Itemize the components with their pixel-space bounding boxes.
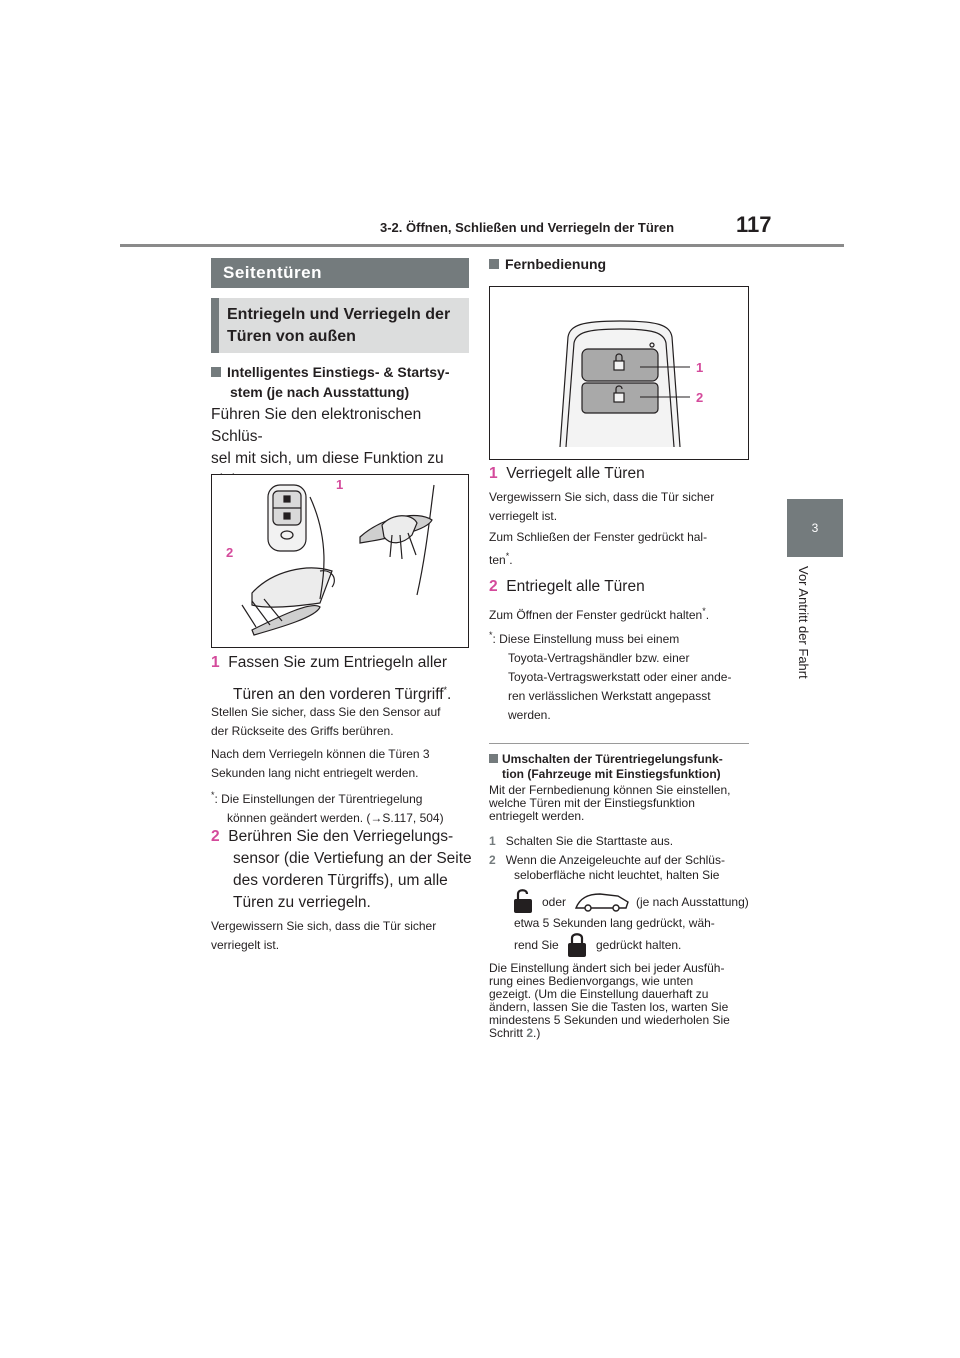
- remote-item-1-notes: Vergewissern Sie sich, dass die Tür sicher verriegelt ist. Zum Schließen der Fenster gedrückt hal- ten*.: [489, 490, 715, 567]
- door-handle-figure: [211, 474, 469, 648]
- chapter-label: [772, 566, 830, 726]
- subsection-band: [211, 298, 469, 353]
- step-1-note-sensor: Stellen Sie sicher, dass Sie den Sensor auf der Rückseite des Griffs berühren.: [211, 705, 441, 738]
- header-rule: [120, 244, 844, 247]
- step-2: 2 Berühren Sie den Verriegelungs- sensor (die Vertiefung an der Seite des vorderen Türgriffs), um alle Türen zu verriegeln.: [211, 828, 472, 911]
- remote-figure: [489, 286, 749, 460]
- remote-label-2: 2: [696, 390, 704, 405]
- left-footnote: *: Die Einstellungen der Türentriegelung können geändert werden. (→S.117, 504): [211, 790, 444, 825]
- square-bullet-icon: [489, 754, 498, 763]
- remote-key-icon: [560, 321, 680, 447]
- switch-final-paragraph: Die Einstellung ändert sich bei jeder Ausfüh- rung eines Bedienvorgangs, wie unten gezeigt. (Um die Einstellung dauerhaft zu ändern, lassen Sie die Tasten los, warten Sie mindestens 5 Sekunden und wiederholen Sie Schritt 2.): [489, 961, 730, 1040]
- remote-heading: Fernbedienung: [489, 254, 606, 274]
- square-bullet-icon: [489, 259, 499, 269]
- switch-function-heading: Umschalten der Türentriegelungsfunk- tion (Fahrzeuge mit Einstiegsfunktion): [489, 752, 751, 782]
- switch-step-2-line4: etwa 5 Sekunden lang gedrückt, wäh-: [514, 916, 715, 930]
- remote-key-illustration: [490, 287, 748, 459]
- step-2-note: Vergewissern Sie sich, dass die Tür sicher verriegelt ist.: [211, 919, 437, 952]
- unlock-button-icon: [512, 888, 534, 914]
- door-handle-illustration: [212, 475, 468, 647]
- step-1: 1 Fassen Sie zum Entriegeln aller Türen an den vorderen Türgriff*.: [211, 654, 452, 704]
- remote-label-1: 1: [696, 360, 704, 375]
- remote-item-1: 1 Verriegelt alle Türen: [489, 465, 645, 482]
- chapter-title: Vor Antritt der Fahrt: [796, 566, 811, 679]
- square-bullet-icon: [211, 367, 221, 377]
- switch-step-1: 1 Schalten Sie die Starttaste aus.: [489, 834, 674, 848]
- remote-item-2: 2 Entriegelt alle Türen: [489, 578, 645, 595]
- intro-paragraph: Führen Sie den elektronischen Schlüs- sel mit sich, um diese Funktion zu: [211, 406, 444, 467]
- key-fob-icon: [268, 485, 306, 551]
- step-1-note-delay: Nach dem Verriegeln können die Türen 3 Sekunden lang nicht entriegelt werden.: [211, 747, 430, 780]
- upper-handle-icon: [360, 485, 434, 595]
- section-band: Seitentüren: [211, 258, 469, 288]
- section-title: 3-2. Öffnen, Schließen und Verriegeln der Türen: [380, 220, 675, 235]
- section-divider: [489, 743, 749, 744]
- figure-label-1: 1: [336, 477, 344, 492]
- figure-label-2: 2: [226, 545, 234, 560]
- car-door-icon: [574, 890, 630, 912]
- lock-button-icon: [566, 932, 588, 958]
- switch-step-2-icons: oder (je nach Ausstattung): [512, 888, 752, 914]
- page-number: 117: [736, 212, 772, 237]
- switch-function-intro: Mit der Fernbedienung können Sie einstellen, welche Türen mit der Einstiegsfunktion entriegelt werden.: [489, 783, 731, 823]
- subsection-title-line2: Türen von außen: [227, 328, 356, 345]
- right-footnote: *: Diese Einstellung muss bei einem Toyota-Vertragshändler bzw. einer Toyota-Vertragswerkstatt oder einer ande- ren verlässlichen Werkstatt angepasst werden.: [489, 630, 732, 722]
- subsection-title-line1: Entriegeln und Verriegeln der: [227, 306, 451, 323]
- smart-entry-heading: Intelligentes Einstiegs- & Startsy- stem (je nach Ausstattung): [211, 362, 473, 402]
- chapter-tab: 3: [787, 499, 843, 557]
- switch-step-2: 2 Wenn die Anzeigeleuchte auf der Schlüs- seloberfläche nicht leuchtet, halten Sie: [489, 853, 725, 882]
- remote-item-2-note: Zum Öffnen der Fenster gedrückt halten*.: [489, 606, 710, 622]
- switch-step-2-line5: rend Sie gedrückt halten.: [514, 932, 754, 958]
